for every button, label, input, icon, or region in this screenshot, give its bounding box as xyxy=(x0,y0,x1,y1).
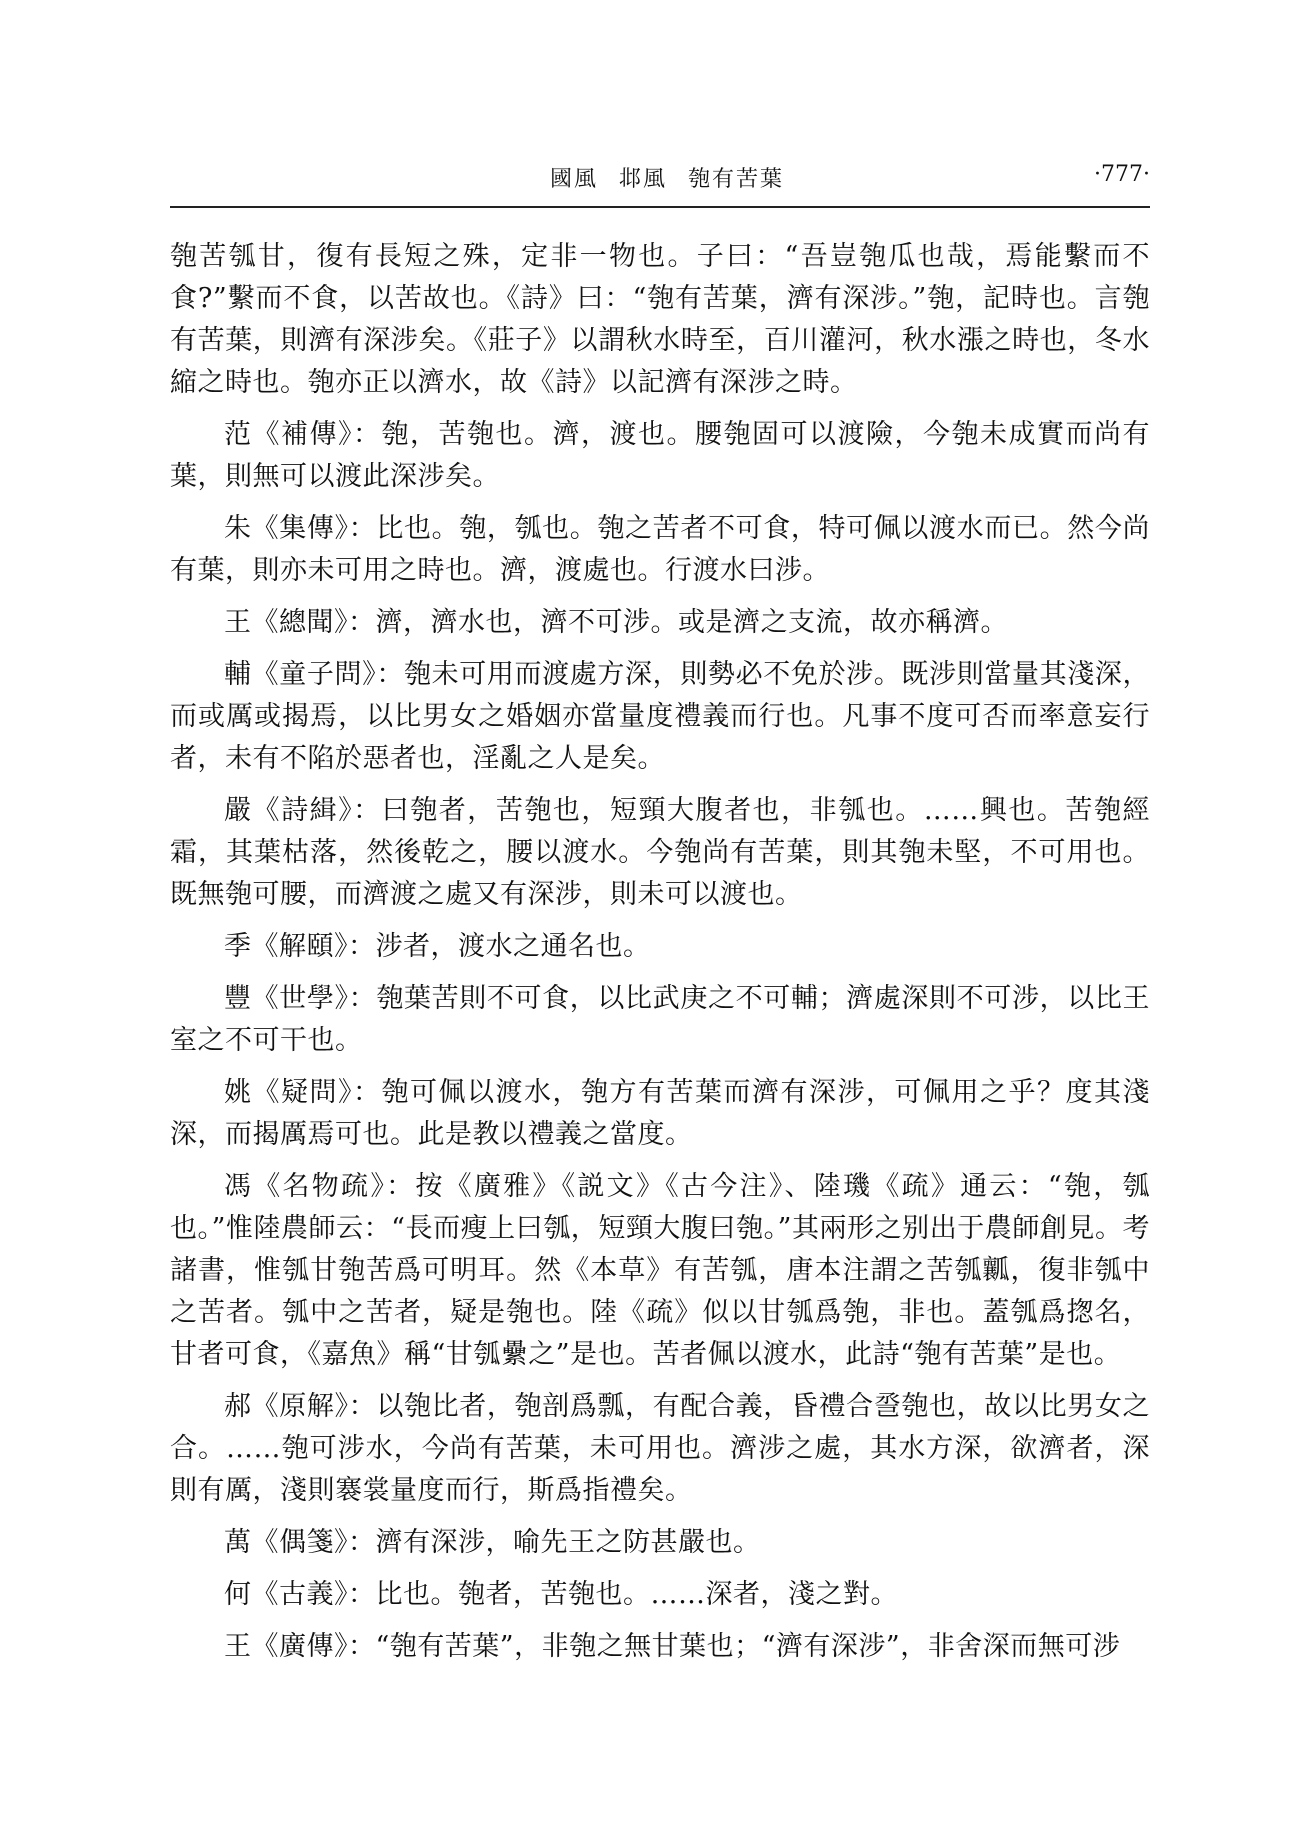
header-rule xyxy=(170,206,1150,208)
paragraph-wan-oujian: 萬《偶箋》：濟有深涉，喻先王之防甚嚴也。 xyxy=(224,1527,761,1558)
paragraph-fan-buzhuan: 范《補傳》：匏，苦匏也。濟，渡也。腰匏固可以渡險，今匏未成實而尚有葉，則無可以渡此深涉矣。 xyxy=(170,419,1150,492)
paragraph-zhu-jizhuan: 朱《集傳》：比也。匏，瓠也。匏之苦者不可食，特可佩以渡水而已。然今尚有葉，則亦未可用之時也。濟，渡處也。行渡水曰涉。 xyxy=(170,513,1150,586)
paragraph-yao-yiwen: 姚《疑問》：匏可佩以渡水，匏方有苦葉而濟有深涉，可佩用之乎？度其淺深，而揭厲焉可也。此是教以禮義之當度。 xyxy=(170,1077,1150,1150)
page-number: ·777· xyxy=(1094,162,1150,187)
running-head xyxy=(170,162,1150,198)
paragraph-he-guyi: 何《古義》：比也。匏者，苦匏也。……深者，淺之對。 xyxy=(224,1579,898,1610)
paragraph-continued: 匏苦瓠甘，復有長短之殊，定非一物也。子曰：“吾豈匏瓜也哉，焉能繫而不食?”繫而不食，以苦故也。《詩》曰：“匏有苦葉，濟有深涉。”匏，記時也。言匏有苦葉，則濟有深涉矣。《莊子》以謂秋水時至，百川灌河，秋水漲之時也，冬水縮之時也。匏亦正以濟水，故《詩》以記濟有深涉之時。 xyxy=(170,241,1150,398)
paragraph-feng-mingwushu: 馮《名物疏》：按《廣雅》《説文》《古今注》、陸璣《疏》通云：“匏，瓠也。”惟陸農師云：“長而瘦上曰瓠，短頸大腹曰匏。”其兩形之别出于農師創見。考諸書，惟瓠甘匏苦爲可明耳。然《本草》有苦瓠，唐本注謂之苦瓠瓤，復非瓠中之苦者。瓠中之苦者，疑是匏也。陸《疏》似以甘瓠爲匏，非也。蓋瓠爲揔名，甘者可食，《嘉魚》稱“甘瓠纍之”是也。苦者佩以渡水，此詩“匏有苦葉”是也。 xyxy=(170,1171,1150,1370)
paragraph-yan-shiji: 嚴《詩緝》：曰匏者，苦匏也，短頸大腹者也，非瓠也。……興也。苦匏經霜，其葉枯落，然後乾之，腰以渡水。今匏尚有苦葉，則其匏未堅，不可用也。既無匏可腰，而濟渡之處又有深涉，則未可以渡也。 xyxy=(170,795,1150,910)
paragraph-feng-shixue: 豐《世學》：匏葉苦則不可食，以比武庚之不可輔；濟處深則不可涉，以比王室之不可干也。 xyxy=(170,983,1150,1056)
paragraph-fu-tongziwen: 輔《童子問》：匏未可用而渡處方深，則勢必不免於涉。既涉則當量其淺深，而或厲或揭焉，以比男女之婚姻亦當量度禮義而行也。凡事不度可否而率意妄行者，未有不陷於惡者也，淫亂之人是矣。 xyxy=(170,659,1150,774)
paragraph-ji-jieyi: 季《解頤》：涉者，渡水之通名也。 xyxy=(224,931,651,962)
running-head-title: 國風 邶風 匏有苦葉 xyxy=(550,167,784,192)
paragraph-wang-zongwen: 王《總聞》：濟，濟水也，濟不可涉。或是濟之支流，故亦稱濟。 xyxy=(224,607,1008,638)
paragraph-hao-yuanjie: 郝《原解》：以匏比者，匏剖爲瓢，有配合義，昏禮合巹匏也，故以比男女之合。……匏可涉水，今尚有苦葉，未可用也。濟涉之處，其水方深，欲濟者，深則有厲，淺則褰裳量度而行，斯爲指禮矣。 xyxy=(170,1391,1150,1506)
text-body xyxy=(170,236,1150,1668)
paragraph-wang-guangzhuan: 王《廣傳》：“匏有苦葉”，非匏之無甘葉也；“濟有深涉”，非舍深而無可涉 xyxy=(224,1631,1121,1662)
